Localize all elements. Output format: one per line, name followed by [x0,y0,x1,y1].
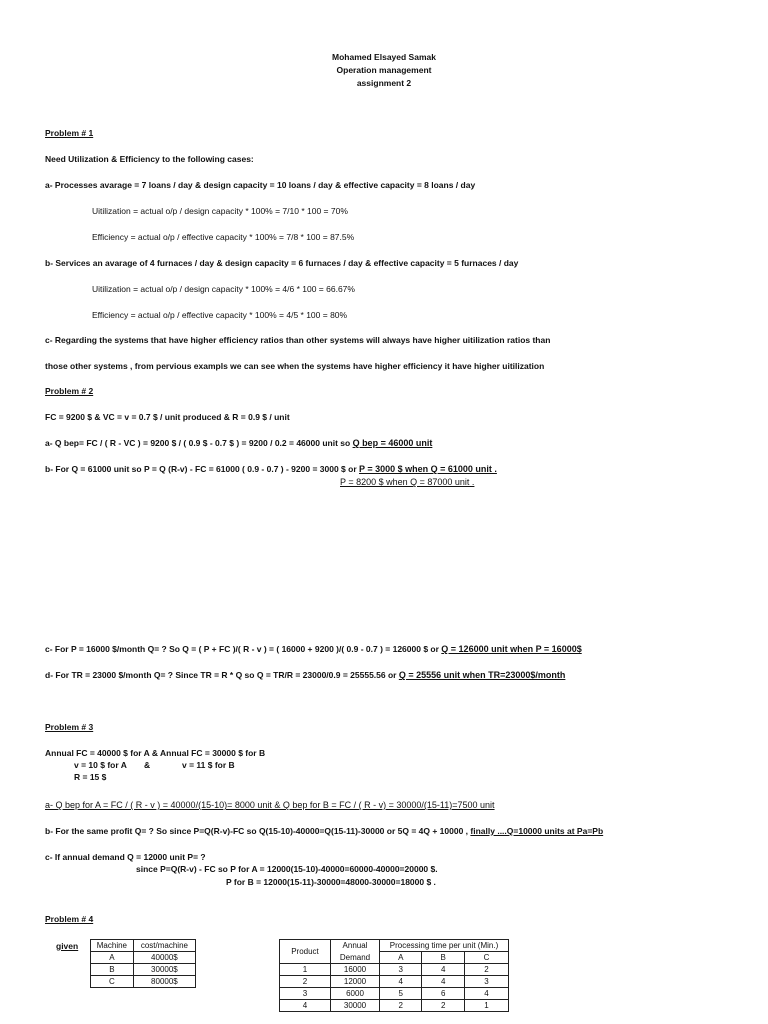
table-header-row [91,940,196,952]
problem-2-a-answer: Q bep = 46000 unit [352,438,433,448]
problem-2-title: Problem # 2 [45,386,94,396]
time-c-cell: 3 [464,976,508,988]
time-a-cell: 5 [380,988,422,1000]
problem-3-c-profit-a: since P=Q(R-v) - FC so P for A = 12000(15-10)-40000=60000-40000=20000 $. [136,864,438,874]
table-row [280,988,509,1000]
problem-3-b-answer: finally ....Q=10000 units at Pa=Pb [470,826,604,836]
time-b-cell: 2 [422,1000,464,1012]
table-row [280,976,509,988]
machine-cell: B [91,964,134,976]
problem-2-b [45,464,497,475]
demand-cell: 30000 [331,1000,380,1012]
problem-1-a-utilization: Uitilization = actual o/p / design capacity * 100% = 7/10 * 100 = 70% [92,206,348,216]
problem-2-b-answer-2: P = 8200 $ when Q = 87000 unit . [340,477,475,487]
time-b-cell: 6 [422,988,464,1000]
machine-cost-table [90,939,196,988]
product-cell: 4 [280,1000,331,1012]
product-cell: 1 [280,964,331,976]
time-c-cell: 4 [464,988,508,1000]
problem-3-b [45,826,603,837]
problem-2-d-text: d- For TR = 23000 $/month Q= ? Since TR = R * Q so Q = TR/R = 23000/0.9 = 25555.56 or [45,670,399,680]
problem-2-b-text: b- For Q = 61000 unit so P = Q (R-v) - FC = 61000 ( 0.9 - 0.7 ) - 9200 = 3000 $ or [45,464,359,474]
problem-4-given-label: given [56,941,79,951]
time-b-cell: 4 [422,976,464,988]
problem-2-d [45,670,565,681]
header-annual: Annual [331,940,380,952]
author-name: Mohamed Elsayed Samak [332,52,436,62]
problem-3-ampersand: & [144,760,151,770]
machine-cell: C [91,976,134,988]
problem-2-given: FC = 9200 $ & VC = v = 0.7 $ / unit produced & R = 0.9 $ / unit [45,412,290,422]
problem-1-title: Problem # 1 [45,128,94,138]
problem-3-fixed-costs: Annual FC = 40000 $ for A & Annual FC = 30000 $ for B [45,748,266,758]
time-b-cell: 4 [422,964,464,976]
problem-3-b-text: b- For the same profit Q= ? So since P=Q(R-v)-FC so Q(15-10)-40000=Q(15-11)-30000 or 5Q = 4Q + 10000 , [45,826,471,836]
processing-time-table [279,939,509,1012]
header-product: Product [280,940,331,964]
course-title: Operation management [336,65,432,75]
cost-cell: 30000$ [133,964,195,976]
demand-cell: 16000 [331,964,380,976]
problem-1-b: b- Services an avarage of 4 furnaces / day & design capacity = 6 furnaces / day & effective capacity = 5 furnaces / day [45,258,519,268]
assignment-title: assignment 2 [356,78,412,88]
problem-1-c-line1: c- Regarding the systems that have higher efficiency ratios than other systems will always have higher uitilization ratios than [45,335,551,345]
problem-1-c-line2: those other systems , from pervious exampls we can see when the systems have higher efficiency it have higher uitilization [45,361,545,371]
table-row [91,952,196,964]
cost-cell: 80000$ [133,976,195,988]
header-machine-c: C [464,952,508,964]
problem-3-title: Problem # 3 [45,722,94,732]
time-a-cell: 3 [380,964,422,976]
problem-2-c [45,644,582,655]
header-machine-b: B [422,952,464,964]
table-row [91,964,196,976]
machine-cell: A [91,952,134,964]
problem-2-c-answer: Q = 126000 unit when P = 16000$ [441,644,582,654]
table-header-row [280,940,509,952]
problem-2-d-answer: Q = 25556 unit when TR=23000$/month [398,670,566,680]
problem-2-c-text: c- For P = 16000 $/month Q= ? So Q = ( P + FC )/( R - v ) = ( 16000 + 9200 )/( 0.9 - 0.7 ) = 126000 $ or [45,644,442,654]
problem-1-intro: Need Utilization & Efficiency to the following cases: [45,154,254,164]
table-row [280,964,509,976]
problem-3-revenue: R = 15 $ [74,772,107,782]
demand-cell: 12000 [331,976,380,988]
problem-1-a: a- Processes avarage = 7 loans / day & design capacity = 10 loans / day & effective capacity = 8 loans / day [45,180,476,190]
product-cell: 2 [280,976,331,988]
problem-1-b-utilization: Uitilization = actual o/p / design capacity * 100% = 4/6 * 100 = 66.67% [92,284,355,294]
product-cell: 3 [280,988,331,1000]
time-c-cell: 1 [464,1000,508,1012]
problem-2-b-answer-1: P = 3000 $ when Q = 61000 unit . [359,464,497,474]
problem-1-a-efficiency: Efficiency = actual o/p / effective capacity * 100% = 7/8 * 100 = 87.5% [92,232,355,242]
header-processing-time: Processing time per unit (Min.) [380,940,509,952]
table-row [280,1000,509,1012]
problem-2-a [45,438,432,449]
problem-4-title: Problem # 4 [45,914,94,924]
problem-3-vc-b: v = 11 $ for B [182,760,235,770]
table-row [91,976,196,988]
header-cost: cost/machine [133,940,195,952]
problem-3-c-question: c- If annual demand Q = 12000 unit P= ? [45,852,206,862]
header-machine-a: A [380,952,422,964]
header-machine: Machine [91,940,134,952]
time-a-cell: 4 [380,976,422,988]
cost-cell: 40000$ [133,952,195,964]
problem-3-c-profit-b: P for B = 12000(15-11)-30000=48000-30000=18000 $ . [226,877,436,887]
time-a-cell: 2 [380,1000,422,1012]
problem-3-vc-a: v = 10 $ for A [74,760,127,770]
problem-1-b-efficiency: Efficiency = actual o/p / effective capacity * 100% = 4/5 * 100 = 80% [92,310,348,320]
time-c-cell: 2 [464,964,508,976]
problem-3-a: a- Q bep for A = FC / ( R - v ) = 40000/(15-10)= 8000 unit & Q bep for B = FC / ( R - v) = 30000/(15-11)=7500 unit [45,800,495,810]
header-demand: Demand [331,952,380,964]
demand-cell: 6000 [331,988,380,1000]
problem-2-a-text: a- Q bep= FC / ( R - VC ) = 9200 $ / ( 0.9 $ - 0.7 $ ) = 9200 / 0.2 = 46000 unit so [45,438,353,448]
